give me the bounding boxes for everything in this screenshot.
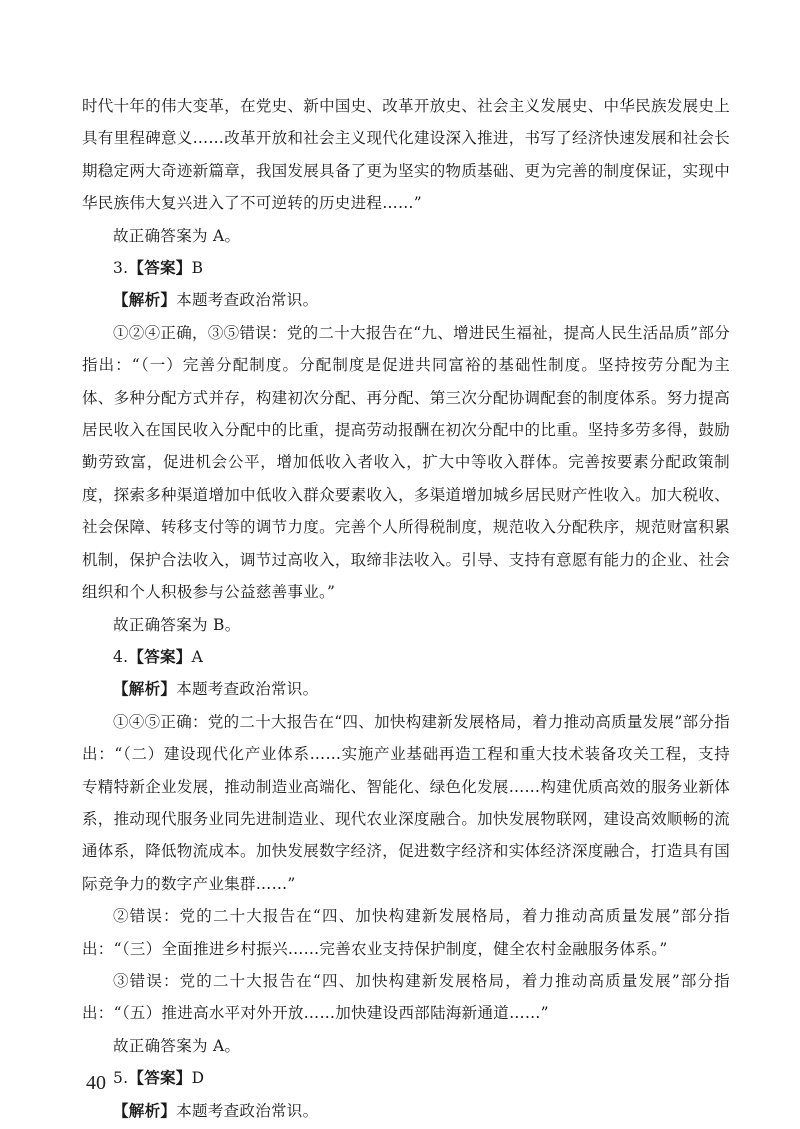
q3-explanation: ①②④正确，③⑤错误：党的二十大报告在“九、增进民生福祉，提高人民生活品质”部分指出：“（一）完善分配制度。分配制度是促进共同富裕的基础性制度。坚持按劳分配为主体、多种分配方式并存，构建初次分配、再分配、第三次分配协调配套的制度体系。努力提高居民收入在国民收入分配中的比重，提高劳动报酬在初次分配中的比重。坚持多劳多得，鼓励勤劳致富，促进机会公平，增加低收入者收入，扩大中等收入群体。完善按要素分配政策制度，探索多种渠道增加中低收入群众要素收入，多渠道增加城乡居民财产性收入。加大税收、社会保障、转移支付等的调节力度。完善个人所得税制度，规范收入分配秩序，规范财富积累机制，保护合法收入，调节过高收入，取缔非法收入。引导、支持有意愿有能力的企业、社会组织和个人积极参与公益慈善事业。” — [82, 323, 730, 602]
q4-analysis-tag: 【解析】 — [113, 680, 177, 699]
page-number: 40 — [86, 1072, 106, 1094]
q3-conclusion: 故正确答案为 B。 — [113, 615, 241, 634]
q3-analysis: 本题考查政治常识。 — [176, 291, 319, 310]
q5-analysis-tag: 【解析】 — [113, 1101, 177, 1120]
answer-explanations — [82, 90, 730, 1127]
q4-analysis: 本题考查政治常识。 — [176, 680, 319, 699]
q5-answer-line — [82, 1062, 730, 1094]
q4-analysis-line — [82, 673, 730, 705]
q3-answer-tag: 【答案】 — [128, 259, 192, 278]
q5-answer: D — [191, 1069, 205, 1088]
q5-answer-tag: 【答案】 — [128, 1069, 192, 1088]
q5-analysis: 本题考查政治常识。 — [176, 1101, 319, 1120]
paragraph-continuation: 时代十年的伟大变革，在党史、新中国史、改革开放史、社会主义发展史、中华民族发展史上具有里程碑意义……改革开放和社会主义现代化建设深入推进，书写了经济快速发展和社会长期稳定两大奇迹新篇章，我国发展具备了更为坚实的物质基础、更为完善的制度保证，实现中华民族伟大复兴进入了不可逆转的历史进程……” — [82, 97, 730, 213]
q2-conclusion: 故正确答案为 A。 — [113, 226, 241, 245]
q5-number: 5. — [113, 1069, 129, 1088]
q3-number: 3. — [113, 259, 129, 278]
q4-answer-tag: 【答案】 — [128, 647, 192, 666]
q4-explanation-wrong-2: ②错误：党的二十大报告在“四、加快构建新发展格局，着力推动高质量发展”部分指出：“（三）全面推进乡村振兴……完善农业支持保护制度，健全农村金融服务体系。” — [82, 907, 730, 958]
q3-answer: B — [191, 259, 204, 278]
q3-answer-line — [82, 252, 730, 284]
q4-number: 4. — [113, 647, 129, 666]
q4-answer: A — [191, 647, 204, 666]
q4-conclusion: 故正确答案为 A。 — [113, 1036, 241, 1055]
q3-analysis-tag: 【解析】 — [113, 291, 177, 310]
q4-explanation-wrong-3: ③错误：党的二十大报告在“四、加快构建新发展格局，着力推动高质量发展”部分指出：“（五）推进高水平对外开放……加快建设西部陆海新通道……” — [82, 971, 730, 1023]
q4-answer-line — [82, 641, 730, 673]
q3-analysis-line — [82, 284, 730, 316]
q4-explanation-correct: ①④⑤正确：党的二十大报告在“四、加快构建新发展格局，着力推动高质量发展”部分指出：“（二）建设现代化产业体系……实施产业基础再造工程和重大技术装备攻关工程，支持专精特新企业发展，推动制造业高端化、智能化、绿色化发展……构建优质高效的服务业新体系，推动现代服务业同先进制造业、现代农业深度融合。加快发展物联网，建设高效顺畅的流通体系，降低物流成本。加快发展数字经济，促进数字经济和实体经济深度融合，打造具有国际竞争力的数字产业集群……” — [82, 712, 730, 893]
q5-analysis-line — [82, 1095, 730, 1127]
